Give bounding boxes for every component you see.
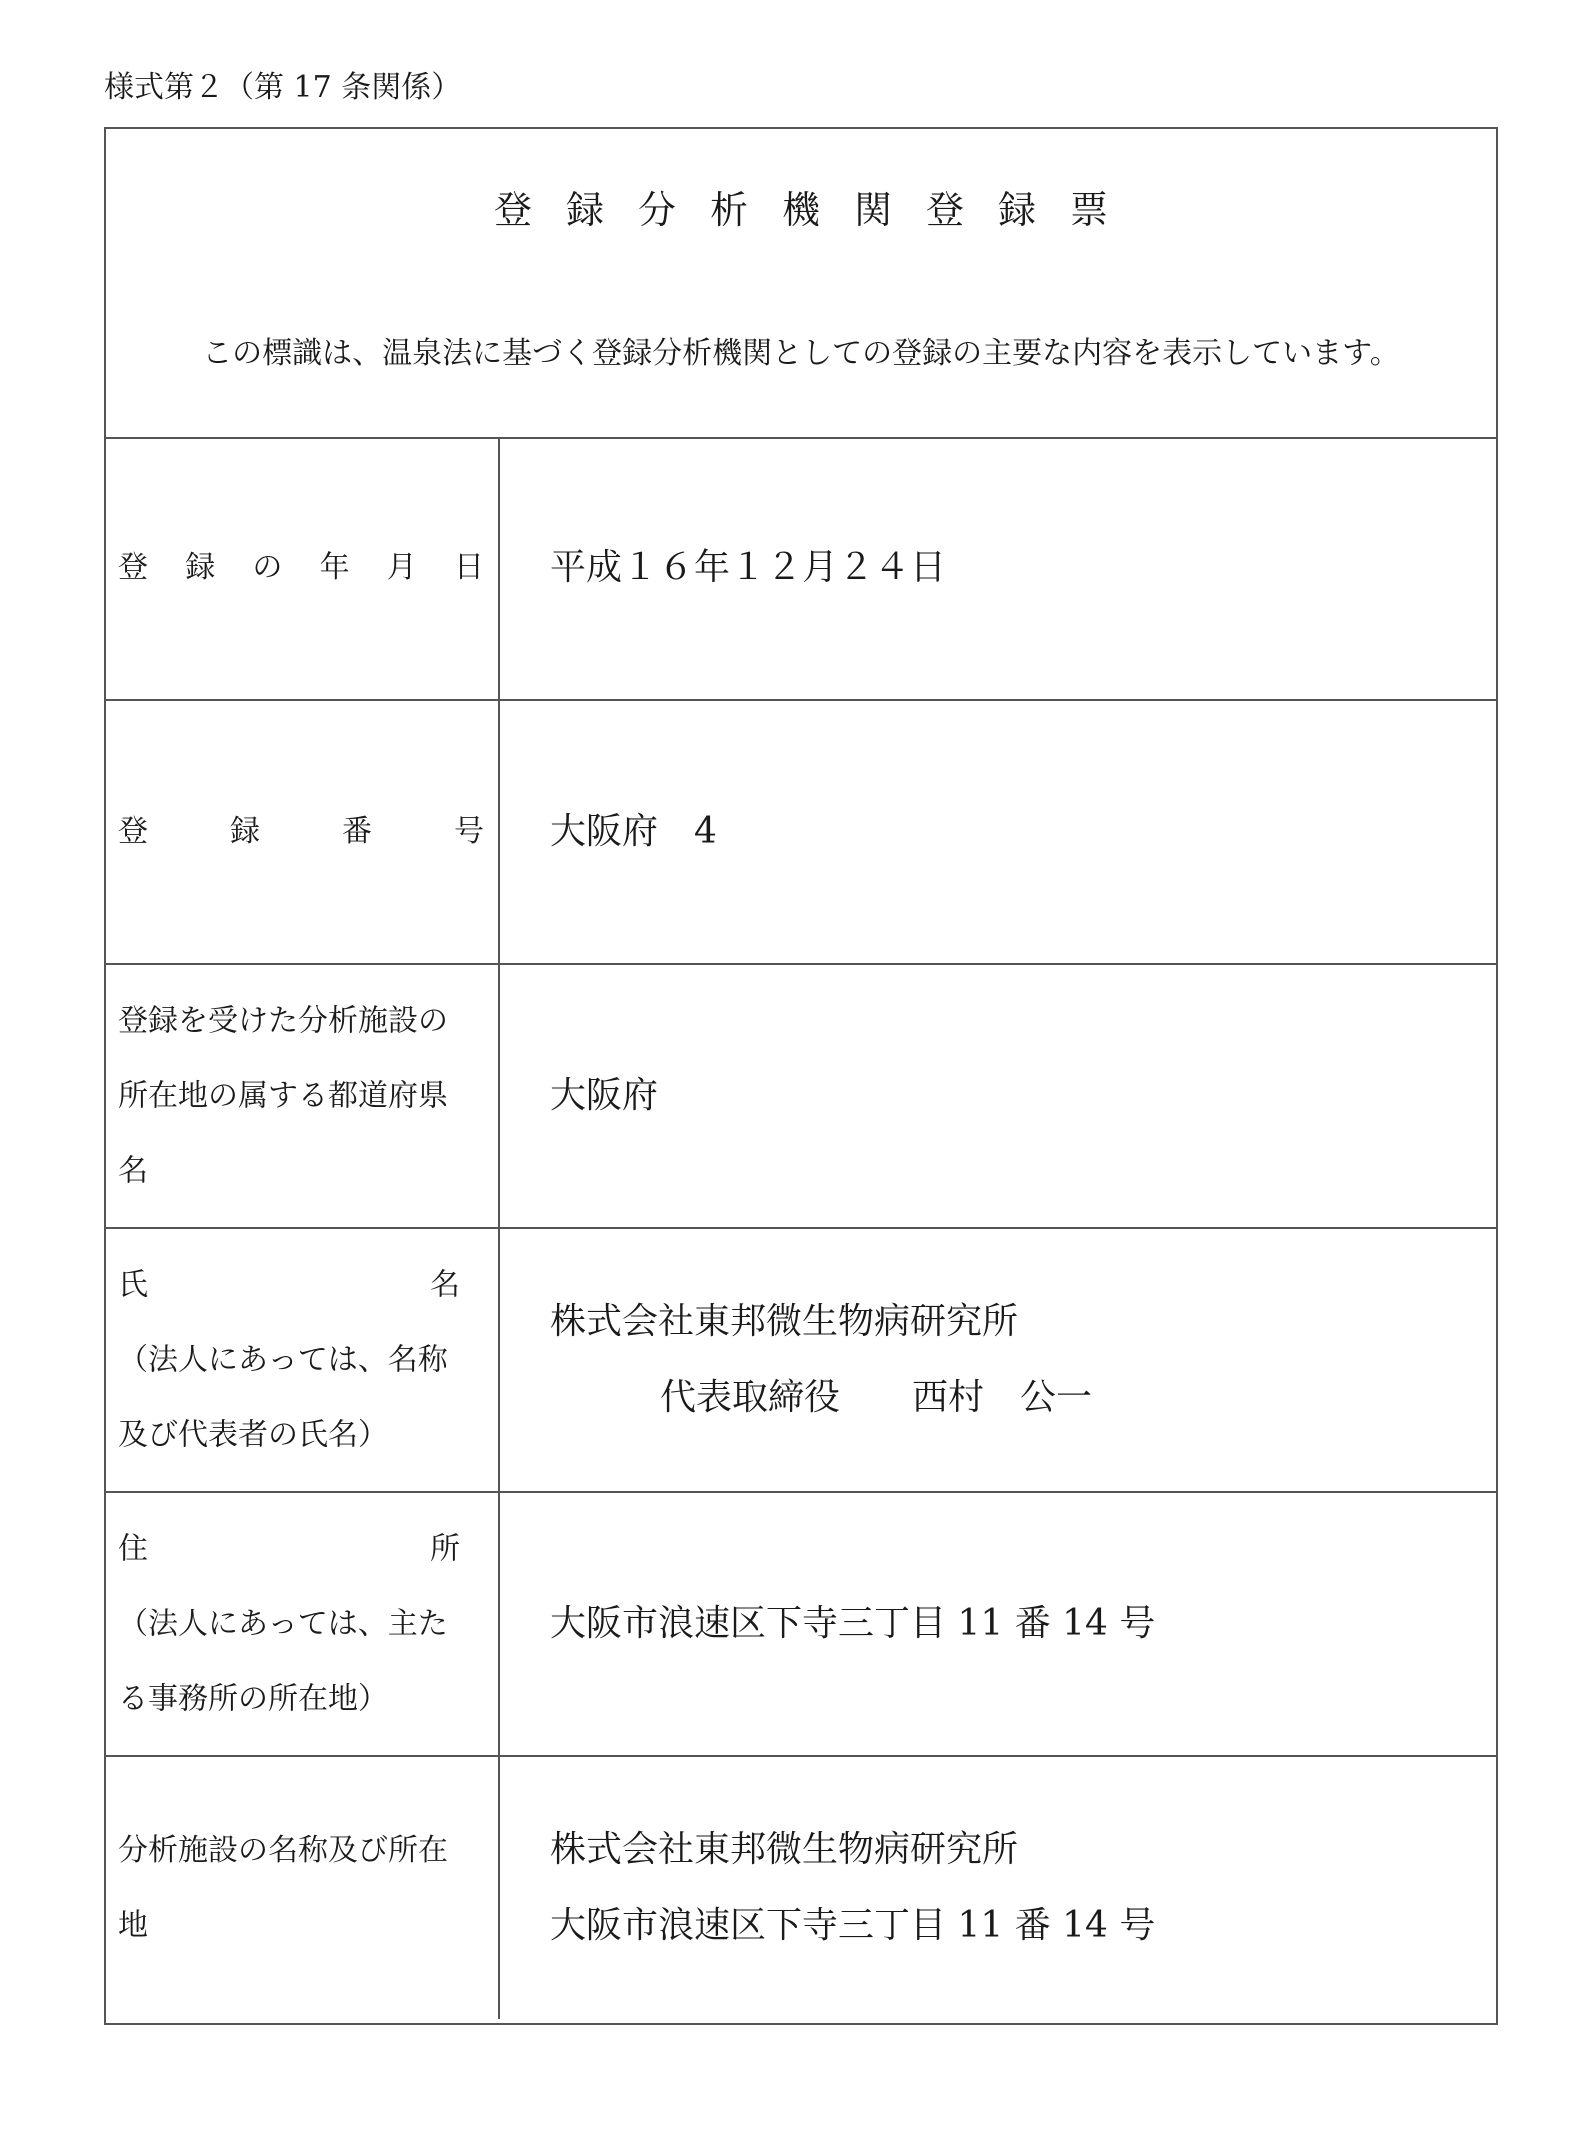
label-char: 名 [430,1267,460,1303]
value-prefecture: 大阪府 [550,1075,659,1116]
value-address: 大阪市浪速区下寺三丁目 11 番 14 号 [550,1603,1156,1644]
label-cell [106,965,500,1227]
label-line: 登録を受けた分析施設の [118,1003,448,1039]
label-char: 所 [430,1531,460,1567]
label-char: 登 [118,550,148,585]
label-char: 号 [454,814,484,849]
label-heading [118,1248,486,1323]
value-cell [500,1493,1496,1755]
label-registration-date [118,548,484,588]
representative: 代表取締役 西村 公一 [660,1377,1093,1418]
label-cell [106,701,500,963]
label-cell [106,1493,500,1755]
label-line: 地 [118,1908,148,1943]
label-char: 氏 [118,1267,148,1303]
label-line: る事務所の所在地） [118,1681,388,1717]
row-name [106,1229,1496,1493]
row-registration-date [106,437,1496,701]
row-registration-number [106,701,1496,965]
row-address [106,1493,1496,1757]
label-char: 月 [386,550,417,585]
label-cell [106,437,500,699]
label-registration-number [118,812,484,852]
notice-text: この標識は、温泉法に基づく登録分析機関としての登録の主要な内容を表示しています。 [202,336,1400,371]
label-facility [118,1813,486,1963]
value-cell [500,965,1496,1227]
value-cell [500,701,1496,963]
value-cell [500,1229,1496,1491]
label-line: 名 [118,1153,148,1189]
label-cell [106,1229,500,1491]
facility-name: 株式会社東邦微生物病研究所 [550,1829,1019,1870]
label-char: 録 [230,814,260,849]
value-registration-date: 平成１６年１２月２４日 [550,547,947,588]
label-line: （法人にあっては、名称 [118,1342,448,1378]
label-char: 日 [453,550,484,585]
label-line: （法人にあっては、主た [118,1606,448,1642]
label-char: 年 [319,550,350,585]
value-cell [500,1757,1496,2019]
value-facility [550,1812,1155,1964]
label-line: 所在地の属する都道府県 [118,1078,448,1114]
label-char: 番 [342,814,372,849]
label-address [118,1512,486,1737]
label-char: 登 [118,814,148,849]
row-facility [106,1757,1496,2019]
header-section [106,129,1496,439]
value-registration-number: 大阪府 4 [550,811,717,852]
registration-table [106,437,1496,2019]
label-char: の [252,550,283,585]
value-cell [500,437,1496,699]
row-prefecture [106,965,1496,1229]
form-reference: 様式第２（第 17 条関係） [104,70,462,105]
label-char: 録 [185,550,216,585]
label-prefecture [118,984,486,1209]
label-cell [106,1757,500,2019]
label-heading [118,1512,486,1587]
registration-sheet [104,127,1498,2025]
label-char: 住 [118,1531,148,1567]
company-name: 株式会社東邦微生物病研究所 [550,1301,1019,1342]
label-line: 分析施設の名称及び所在 [118,1833,448,1868]
label-name [118,1248,486,1473]
label-line: 及び代表者の氏名） [118,1417,388,1453]
document-title: 登録分析機関登録票 [493,188,1142,232]
facility-address: 大阪市浪速区下寺三丁目 11 番 14 号 [550,1905,1156,1946]
value-name [550,1284,1092,1436]
